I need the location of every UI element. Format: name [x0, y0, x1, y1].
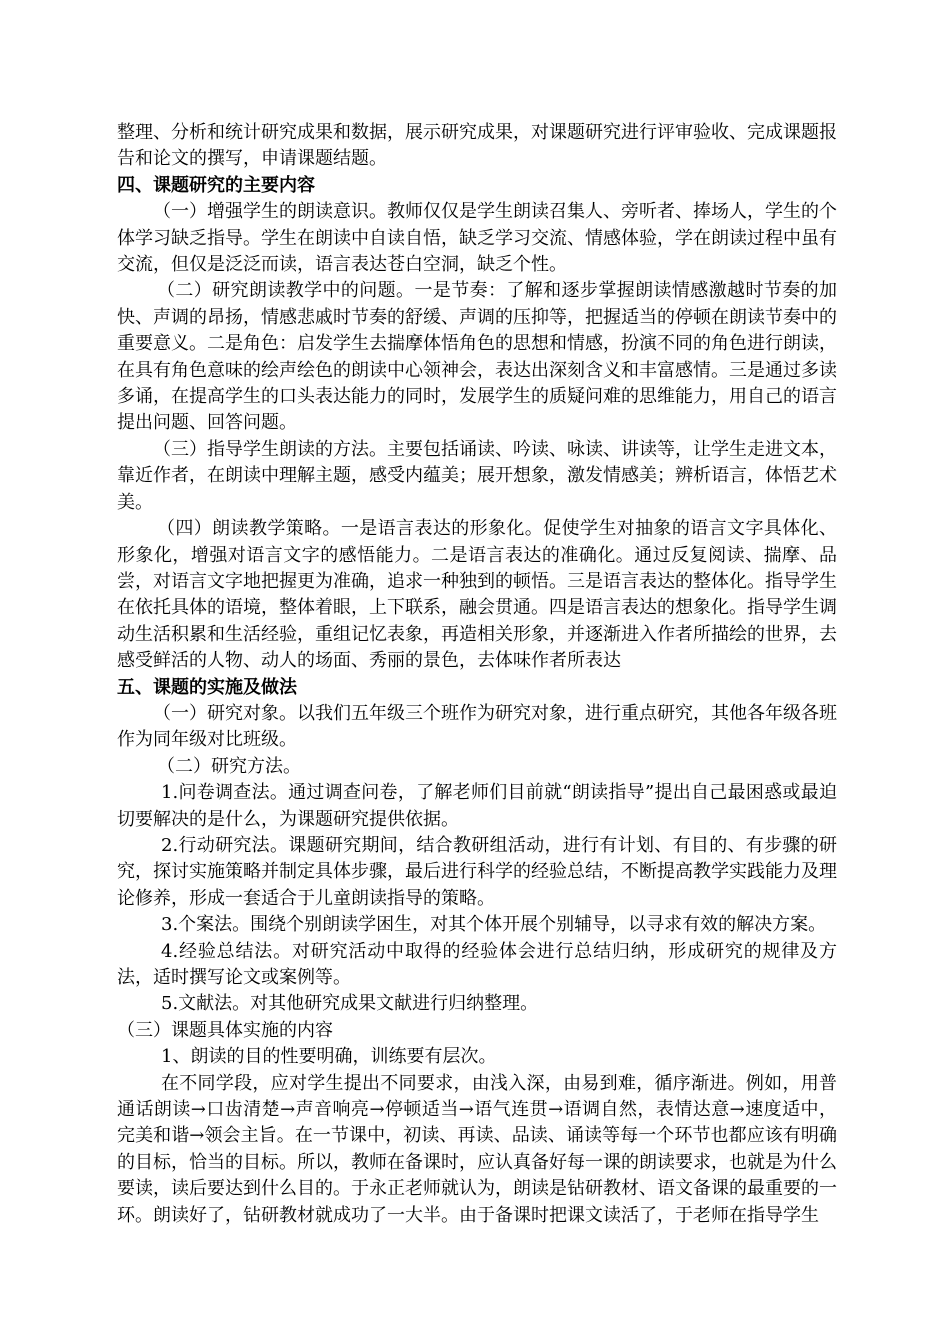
body-paragraph: （三）指导学生朗读的方法。主要包括诵读、吟读、咏读、讲读等，让学生走进文本，靠近作者，在朗读中理解主题，感受内蕴美；展开想象，激发情感美；辨析语言，体悟艺术美。 — [117, 438, 837, 513]
body-paragraph: （一）研究对象。以我们五年级三个班作为研究对象，进行重点研究，其他各年级各班作为同年级对比班级。 — [117, 702, 837, 751]
body-paragraph: 1、朗读的目的性要明确，训练要有层次。 — [161, 1046, 497, 1068]
body-paragraph: 5.文献法。对其他研究成果文献进行归纳整理。 — [161, 993, 539, 1015]
body-paragraph: （三）课题具体实施的内容 — [117, 1019, 333, 1041]
body-paragraph: 2.行动研究法。课题研究期间，结合教研组活动，进行有计划、有目的、有步骤的研究，探讨实施策略并制定具体步骤，最后进行科学的经验总结，不断提高教学实践能力及理论修养，形成一套适合于儿童朗读指导的策略。 — [117, 834, 837, 909]
document-page — [117, 120, 837, 1229]
body-paragraph: （二）研究方法。 — [157, 755, 301, 777]
body-paragraph: 4.经验总结法。对研究活动中取得的经验体会进行总结归纳，形成研究的规律及方法，适时撰写论文或案例等。 — [117, 940, 837, 988]
section-heading: 五、课题的实施及做法 — [117, 676, 297, 698]
section-heading: 四、课题研究的主要内容 — [117, 174, 315, 196]
body-paragraph: 在不同学段，应对学生提出不同要求，由浅入深，由易到难，循序渐进。例如，用普通话朗读→口齿清楚→声音响亮→停顿适当→语气连贯→语调自然，表情达意→速度适中，完美和谐→领会主旨。在一节课中，初读、再读、品读、诵读等每一个环节也都应该有明确的目标，恰当的目标。所以，教师在备课时，应认真备好每一课的朗读要求，也就是为什么要读，读后要达到什么目的。于永正老师就认为，朗读是钻研教材、语文备课的最重要的一环。朗读好了，钻研教材就成功了一大半。由于备课时把课文读活了，于老师在指导学生 — [117, 1072, 837, 1226]
body-paragraph: （二）研究朗读教学中的问题。一是节奏：了解和逐步掌握朗读情感激越时节奏的加快、声调的昂扬，情感悲戚时节奏的舒缓、声调的压抑等，把握适当的停顿在朗读节奏中的重要意义。二是角色：启发学生去揣摩体悟角色的思想和情感，扮演不同的角色进行朗读，在具有角色意味的绘声绘色的朗读中心领神会，表达出深刻含义和丰富感情。三是通过多读多诵，在提高学生的口头表达能力的同时，发展学生的质疑问难的思维能力，用自己的语言提出问题、回答问题。 — [117, 280, 837, 434]
body-paragraph: 1.问卷调查法。通过调查问卷，了解老师们目前就“朗读指导”提出自己最困惑或最迫切要解决的是什么，为课题研究提供依据。 — [117, 782, 837, 830]
body-paragraph: （四）朗读教学策略。一是语言表达的形象化。促使学生对抽象的语言文字具体化、形象化，增强对语言文字的感悟能力。二是语言表达的准确化。通过反复阅读、揣摩、品尝，对语言文字地把握更为准确，追求一种独到的顿悟。三是语言表达的整体化。指导学生在依托具体的语境，整体着眼，上下联系，融会贯通。四是语言表达的想象化。指导学生调动生活积累和生活经验，重组记忆表象，再造相关形象，并逐渐进入作者所描绘的世界，去感受鲜活的人物、动人的场面、秀丽的景色，去体味作者所表达 — [117, 518, 837, 672]
body-paragraph: （一）增强学生的朗读意识。教师仅仅是学生朗读召集人、旁听者、捧场人，学生的个体学习缺乏指导。学生在朗读中自读自悟，缺乏学习交流、情感体验，学在朗读过程中虽有交流，但仅是泛泛而读，语言表达苍白空洞，缺乏个性。 — [117, 201, 837, 276]
body-paragraph: 3.个案法。围绕个别朗读学困生，对其个体开展个别辅导，以寻求有效的解决方案。 — [161, 914, 827, 936]
body-paragraph: 整理、分析和统计研究成果和数据，展示研究成果，对课题研究进行评审验收、完成课题报告和论文的撰写，申请课题结题。 — [117, 122, 837, 170]
